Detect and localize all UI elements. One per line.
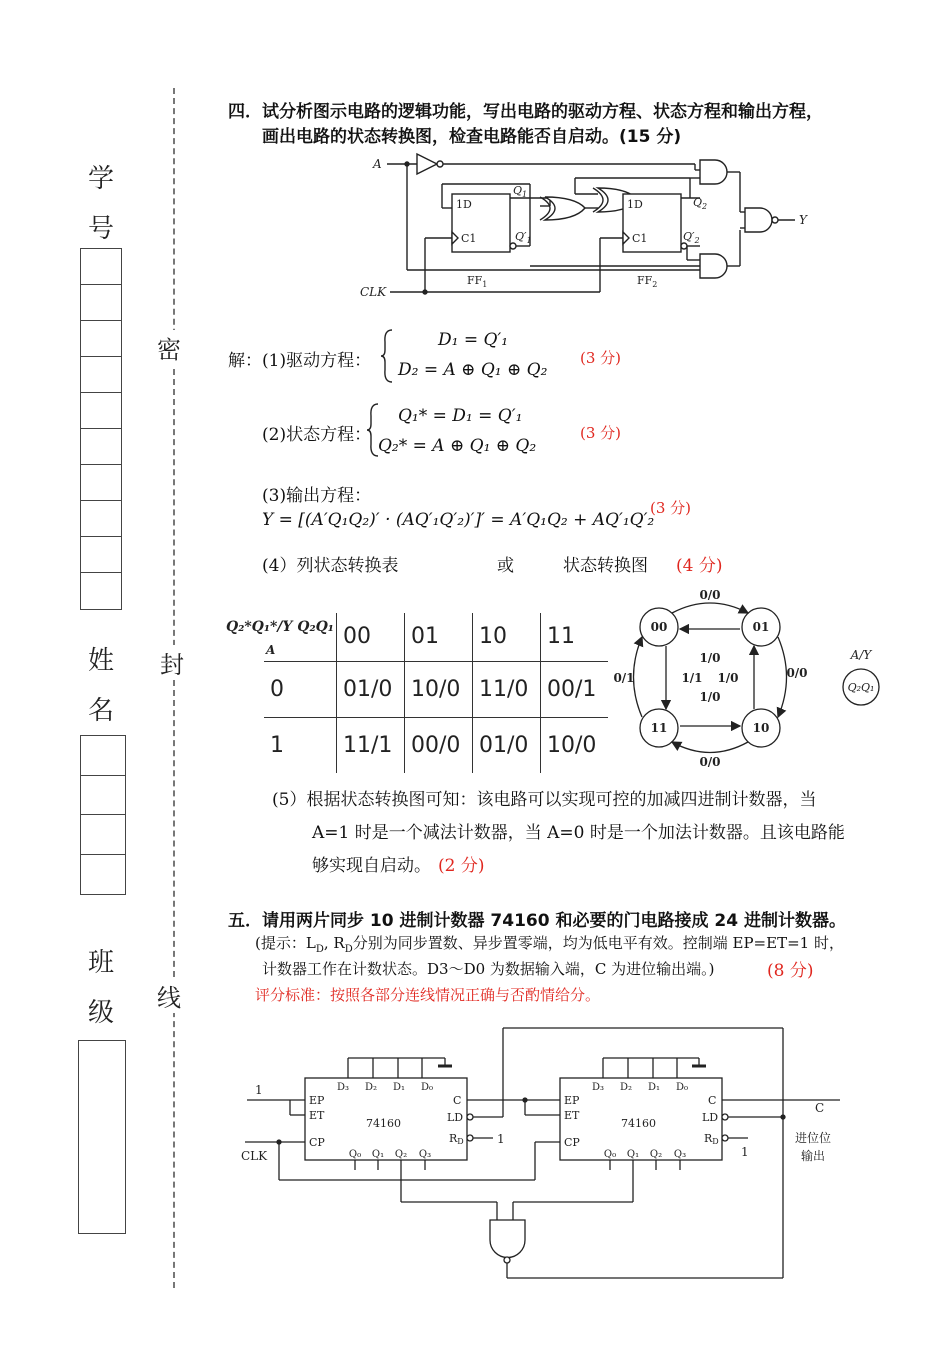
q4-title-line1: 四．试分析图示电路的逻辑功能，写出电路的驱动方程、状态方程和输出方程， <box>228 102 823 122</box>
q1n-label: Q′ <box>515 230 527 243</box>
edge-label-bottom: 0/0 <box>699 755 721 769</box>
q5-hint-mid: , R <box>323 934 345 952</box>
circuit-y-label: Y <box>799 213 807 227</box>
student-id-label-2: 号 <box>88 214 115 244</box>
table-cell: 00/0 <box>405 717 473 773</box>
state-eq-1: Q₁* = D₁ = Q′₁ <box>398 406 523 426</box>
legend-state: Q₂Q₁ <box>847 681 875 694</box>
table-cell: 01/0 <box>473 717 541 773</box>
state-label-11: 11 <box>650 721 668 735</box>
table-corner <box>226 613 337 661</box>
q5-hint-line1 <box>255 932 844 955</box>
chip2-pin-d1: D₁ <box>647 1082 661 1093</box>
ff2-label-sub: 2 <box>652 280 658 289</box>
drive-score: (3 分) <box>580 349 622 367</box>
circuit-a-label: A <box>373 157 382 171</box>
binding-dash-line <box>173 88 175 1288</box>
chip1-pin-et: ET <box>309 1109 325 1122</box>
chip2-pin-rd: R <box>704 1132 713 1145</box>
state-transition-diagram <box>610 585 900 770</box>
class-label-2: 级 <box>88 998 115 1028</box>
q1-label: Q <box>513 184 523 197</box>
chip2-pin-ep: EP <box>564 1094 580 1107</box>
table-row-a: 1 <box>264 717 337 773</box>
q5-hint-start: (提示：L <box>255 934 316 952</box>
q2n-label-sub: 2 <box>694 236 700 245</box>
q2-label: Q <box>693 196 703 209</box>
chip1-pin-q1: Q₁ <box>371 1149 385 1160</box>
ff1-d-pin: 1D <box>456 198 472 211</box>
table-col-header: 00 <box>337 613 405 661</box>
drive-eq-1: D₁ = Q′₁ <box>438 330 509 350</box>
chip2-pin-q2: Q₂ <box>649 1149 663 1160</box>
table-label: (4）列状态转换表 <box>262 556 399 576</box>
svg-text:Q′2 <box>683 230 700 245</box>
state-score: (3 分) <box>580 424 622 442</box>
q5-hint-line2: 计数器工作在计数状态。D3～D0 为数据输入端，C 为进位输出端。) <box>262 960 715 978</box>
chip1-pin-ep: EP <box>309 1094 325 1107</box>
q1n-label-sub: 1 <box>526 236 532 245</box>
conclusion-line1: (5）根据状态转换图可知：该电路可以实现可控的加减四进制计数器，当 <box>272 790 817 810</box>
clk-label: CLK <box>241 1149 268 1163</box>
student-id-boxes[interactable] <box>80 248 122 610</box>
rd1-one-label: 1 <box>497 1132 505 1146</box>
ff1-label: FF <box>467 274 483 287</box>
q4-title-line2: 画出电路的状态转换图，检查电路能否自启动。(15 分) <box>262 127 682 147</box>
chip1-pin-d1: D₁ <box>392 1082 406 1093</box>
ff1-c-pin: C1 <box>461 232 477 245</box>
ff2-c-pin: C1 <box>632 232 648 245</box>
seal-char-mi: 密 <box>157 330 181 365</box>
chip2-pin-cp: CP <box>564 1136 580 1149</box>
chip1-pin-q2: Q₂ <box>394 1149 408 1160</box>
table-cell: 10/0 <box>405 661 473 717</box>
q5-title: 五．请用两片同步 10 进制计数器 74160 和必要的门电路接成 24 进制计数器。 <box>228 911 846 931</box>
chip2-pin-q3: Q₃ <box>673 1149 687 1160</box>
q4-circuit-diagram <box>355 150 825 310</box>
legend-label: A/Y <box>850 648 872 662</box>
table-corner-bottom: A <box>266 643 276 657</box>
name-label-2: 名 <box>88 696 115 726</box>
seal-char-xian: 线 <box>157 978 181 1013</box>
chip1-pin-d0: D₀ <box>420 1082 434 1093</box>
conclusion-line2: A=1 时是一个减法计数器，当 A=0 时是一个加法计数器。且该电路能 <box>312 823 845 843</box>
sol-label: 解：(1)驱动方程： <box>228 351 372 371</box>
ff1-label-sub: 1 <box>482 280 488 289</box>
q1-label-sub: 1 <box>522 190 528 199</box>
table-cell: 11/0 <box>473 661 541 717</box>
edge-label-center-top: 1/0 <box>699 651 721 665</box>
state-transition-table <box>226 613 608 773</box>
q5-hint-score: (8 分) <box>767 961 814 981</box>
name-label-1: 姓 <box>88 646 115 676</box>
q5-criteria: 评分标准：按照各部分连线情况正确与否酌情给分。 <box>255 986 601 1004</box>
chip1-pin-d3: D₃ <box>336 1082 350 1093</box>
output-eq: Y = [(A′Q₁Q₂)′ · (AQ′₁Q′₂)′]′ = A′Q₁Q₂ + AQ′₁Q′₂ <box>262 510 655 530</box>
table-col-header: 11 <box>541 613 609 661</box>
carry-c-label: C <box>815 1101 825 1115</box>
edge-label-left: 0/1 <box>613 671 635 685</box>
table-col-header: 10 <box>473 613 541 661</box>
output-score: (3 分) <box>650 499 692 517</box>
chip1-pin-c: C <box>453 1094 462 1107</box>
chip1-pin-ld: LD <box>447 1111 464 1124</box>
chip2-pin-ld: LD <box>702 1111 719 1124</box>
q2-label-sub: 2 <box>702 202 708 211</box>
chip1-pin-cp: CP <box>309 1136 325 1149</box>
table-cell: 01/0 <box>337 661 405 717</box>
rd2-one-label: 1 <box>741 1145 749 1159</box>
state-label-00: 00 <box>650 620 668 634</box>
chip2-pin-d3: D₃ <box>591 1082 605 1093</box>
ff2-d-pin: 1D <box>627 198 643 211</box>
chip1-pin-q0: Q₀ <box>348 1149 362 1160</box>
chip1-pin-rd-sub: D <box>457 1137 464 1146</box>
class-box[interactable] <box>78 1040 126 1234</box>
table-row-a: 0 <box>264 661 337 717</box>
chip2-pin-rd-sub: D <box>712 1137 719 1146</box>
edge-label-center-right: 1/0 <box>717 671 739 685</box>
circuit-clk-label: CLK <box>360 285 387 299</box>
ep-one-label: 1 <box>255 1083 263 1097</box>
table-cell: 11/1 <box>337 717 405 773</box>
chip1-name: 74160 <box>366 1117 401 1130</box>
chip2-pin-d2: D₂ <box>619 1082 633 1093</box>
table-corner-top: Q₂*Q₁*/Y Q₂Q₁ <box>226 619 334 635</box>
conclusion-line3: 够实现自启动。 <box>312 856 431 876</box>
drive-brace <box>380 328 394 384</box>
q2n-label: Q′ <box>683 230 695 243</box>
table-col-header: 01 <box>405 613 473 661</box>
chip2-pin-et: ET <box>564 1109 580 1122</box>
svg-text:Q2 <box>693 196 707 211</box>
carry-text-1: 进位位 <box>795 1131 832 1145</box>
svg-text:FF1 <box>467 274 487 289</box>
edge-label-right: 0/0 <box>786 666 808 680</box>
class-label-1: 班 <box>88 948 115 978</box>
name-boxes[interactable] <box>80 735 126 895</box>
chip1-pin-q3: Q₃ <box>418 1149 432 1160</box>
diagram-label: 状态转换图 <box>563 556 648 576</box>
state-eq-2: Q₂* = A ⊕ Q₁ ⊕ Q₂ <box>378 436 537 456</box>
chip1-pin-rd: R <box>449 1132 458 1145</box>
state-label-10: 10 <box>752 721 770 735</box>
q5-hint-rest: 分别为同步置数、异步置零端，均为低电平有效。控制端 EP=ET=1 时， <box>352 934 844 952</box>
carry-text-2: 输出 <box>801 1149 826 1163</box>
table-cell: 00/1 <box>541 661 609 717</box>
seal-char-feng: 封 <box>160 645 184 680</box>
table-cell: 10/0 <box>541 717 609 773</box>
drive-eq-2: D₂ = A ⊕ Q₁ ⊕ Q₂ <box>398 360 548 380</box>
output-label: (3)输出方程： <box>262 486 372 506</box>
student-id-label-1: 学 <box>88 164 115 194</box>
chip2-pin-d0: D₀ <box>675 1082 689 1093</box>
conclusion-score: (2 分) <box>438 856 485 876</box>
ff2-label: FF <box>637 274 653 287</box>
state-label: (2)状态方程： <box>262 425 372 445</box>
edge-label-center-bottom: 1/0 <box>699 690 721 704</box>
chip2-pin-q1: Q₁ <box>626 1149 640 1160</box>
edge-label-top: 0/0 <box>699 588 721 602</box>
chip1-pin-d2: D₂ <box>364 1082 378 1093</box>
q5-hint-rd-sub: D <box>344 944 353 955</box>
q5-hint-ld-sub: D <box>315 944 324 955</box>
svg-text:FF2 <box>637 274 657 289</box>
svg-text:Q′1 <box>515 230 532 245</box>
table-score: (4 分) <box>676 556 723 576</box>
chip2-name: 74160 <box>621 1117 656 1130</box>
chip2-pin-c: C <box>708 1094 717 1107</box>
chip2-pin-q0: Q₀ <box>603 1149 617 1160</box>
state-label-01: 01 <box>752 620 770 634</box>
q5-counter-circuit <box>235 1020 855 1295</box>
svg-text:Q1 <box>513 184 527 199</box>
edge-label-center-left: 1/1 <box>681 671 703 685</box>
or-label: 或 <box>497 556 514 576</box>
